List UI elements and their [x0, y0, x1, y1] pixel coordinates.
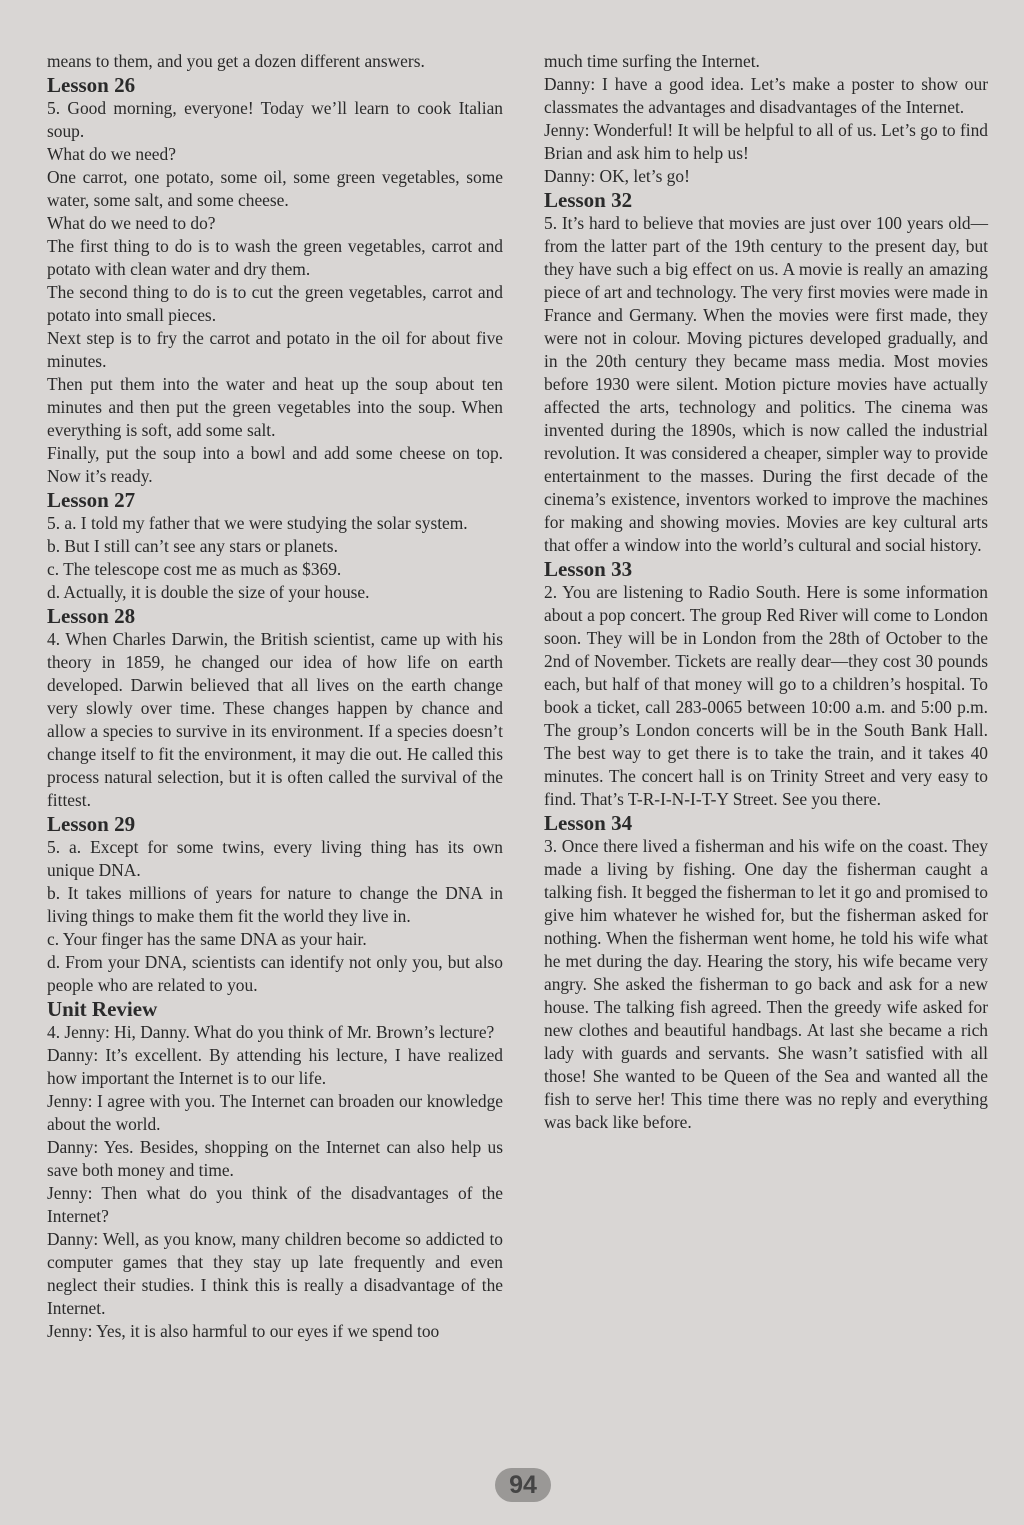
lesson-27-line: 5. a. I told my father that we were studying the solar system.: [47, 513, 468, 533]
lesson-34-paragraph: 3. Once there lived a fisherman and his wife on the coast. They made a living by fishing. One day the fisherman caught a talking fish. It begged the fisherman to let it go and promised to give him whatever he wished for, but the fisherman asked for nothing. When the fisherman went home, he told his wife what he met during the day. Hearing the story, his wife became very angry. She asked the fisherman to go back and ask for a new house. The talking fish agreed. Then the greedy wife asked for new clothes and beautiful handbags. At last she became a rich lady with guards and servants. She wasn’t satisfied with all those! She wanted to be Queen of the Sea and wanted all the fish to serve her! This time there was no reply and everything was back like before.: [544, 836, 988, 1132]
lesson-26-line: 5. Good morning, everyone! Today we’ll learn to cook Italian soup.: [47, 98, 503, 141]
lesson-32-heading: Lesson 32: [544, 188, 633, 212]
lesson-27-line: b. But I still can’t see any stars or planets.: [47, 536, 338, 556]
lesson-33-heading: Lesson 33: [544, 557, 633, 581]
left-column: [47, 50, 503, 1343]
lesson-29-line: c. Your finger has the same DNA as your hair.: [47, 929, 367, 949]
lesson-26-line: One carrot, one potato, some oil, some green vegetables, some water, some salt, and some cheese.: [47, 167, 503, 210]
lesson-26-line: What do we need?: [47, 144, 176, 164]
unit-review-line: Danny: Yes. Besides, shopping on the Internet can also help us save both money and time.: [47, 1137, 503, 1180]
lesson-29-line: b. It takes millions of years for nature to change the DNA in living things to make them fit the world they live in.: [47, 883, 503, 926]
dialogue-continued-line: much time surfing the Internet.: [544, 51, 760, 71]
intro-text: means to them, and you get a dozen different answers.: [47, 51, 425, 71]
unit-review-line: Jenny: Yes, it is also harmful to our eyes if we spend too: [47, 1321, 440, 1341]
lesson-33-paragraph: 2. You are listening to Radio South. Here is some information about a pop concert. The group Red River will come to London soon. They will be in London from the 28th of October to the 2nd of November. Tickets are really dear—they cost 30 pounds each, but half of that money will go to a children’s hospital. To book a ticket, call 283-0065 between 10:00 a.m. and 5:00 p.m. The group’s London concerts will be in the South Bank Hall. The best way to get there is to take the train, and it takes 40 minutes. The concert hall is on Trinity Street and very easy to find. That’s T-R-I-N-I-T-Y Street. See you there.: [544, 582, 988, 809]
lesson-26-line: Then put them into the water and heat up the soup about ten minutes and then put the green vegetables into the soup. When everything is soft, add some salt.: [47, 374, 503, 440]
lesson-29-line: d. From your DNA, scientists can identify not only you, but also people who are related to you.: [47, 952, 503, 995]
lesson-26-heading: Lesson 26: [47, 73, 136, 97]
lesson-28-paragraph: 4. When Charles Darwin, the British scientist, came up with his theory in 1859, he changed our idea of how life on earth developed. Darwin believed that all lives on the earth change very slowly over time. These changes happen by chance and allow a species to survive in its environment. If a species doesn’t change itself to fit the environment, it may die out. He called this process natural selection, but it is often called the survival of the fittest.: [47, 629, 503, 810]
unit-review-line: 4. Jenny: Hi, Danny. What do you think of Mr. Brown’s lecture?: [47, 1022, 495, 1042]
lesson-26-line: The first thing to do is to wash the green vegetables, carrot and potato with clean water and dry them.: [47, 236, 503, 279]
page-number-badge: 94: [495, 1468, 551, 1502]
lesson-26-line: Next step is to fry the carrot and potato in the oil for about five minutes.: [47, 328, 503, 371]
dialogue-continued-line: Danny: OK, let’s go!: [544, 166, 690, 186]
unit-review-line: Danny: It’s excellent. By attending his lecture, I have realized how important the Internet is to our life.: [47, 1045, 503, 1088]
lesson-29-line: 5. a. Except for some twins, every living thing has its own unique DNA.: [47, 837, 503, 880]
lesson-29-heading: Lesson 29: [47, 812, 136, 836]
unit-review-heading: Unit Review: [47, 997, 158, 1021]
right-column: [544, 50, 988, 1134]
lesson-26-line: The second thing to do is to cut the green vegetables, carrot and potato into small pieces.: [47, 282, 503, 325]
lesson-26-line: Finally, put the soup into a bowl and add some cheese on top. Now it’s ready.: [47, 443, 503, 486]
unit-review-line: Danny: Well, as you know, many children become so addicted to computer games that they stay up late frequently and even neglect their studies. I think this is really a disadvantage of the Internet.: [47, 1229, 503, 1318]
unit-review-line: Jenny: Then what do you think of the disadvantages of the Internet?: [47, 1183, 503, 1226]
lesson-27-line: c. The telescope cost me as much as $369.: [47, 559, 342, 579]
lesson-27-heading: Lesson 27: [47, 488, 136, 512]
lesson-27-line: d. Actually, it is double the size of your house.: [47, 582, 370, 602]
lesson-34-heading: Lesson 34: [544, 811, 633, 835]
lesson-26-line: What do we need to do?: [47, 213, 216, 233]
lesson-28-heading: Lesson 28: [47, 604, 136, 628]
lesson-32-paragraph: 5. It’s hard to believe that movies are just over 100 years old—from the latter part of the 19th century to the present day, but they have such a big effect on us. A movie is really an amazing piece of art and technology. The very first movies were made in France and Germany. When the movies were first made, they were not in colour. Moving pictures developed gradually, and in the 20th century they became mass media. Most movies before 1930 were silent. Motion picture movies have actually affected the arts, technology and politics. The cinema was invented during the 1890s, which is now called the industrial revolution. It was considered a cheaper, simpler way to provide entertainment to the masses. During the first decade of the cinema’s existence, inventors worked to improve the machines for making and showing movies. Movies are key cultural arts that offer a window into the world’s cultural and social history.: [544, 213, 988, 555]
unit-review-line: Jenny: I agree with you. The Internet can broaden our knowledge about the world.: [47, 1091, 503, 1134]
dialogue-continued-line: Jenny: Wonderful! It will be helpful to all of us. Let’s go to find Brian and ask him to help us!: [544, 120, 988, 163]
dialogue-continued-line: Danny: I have a good idea. Let’s make a poster to show our classmates the advantages and disadvantages of the Internet.: [544, 74, 988, 117]
